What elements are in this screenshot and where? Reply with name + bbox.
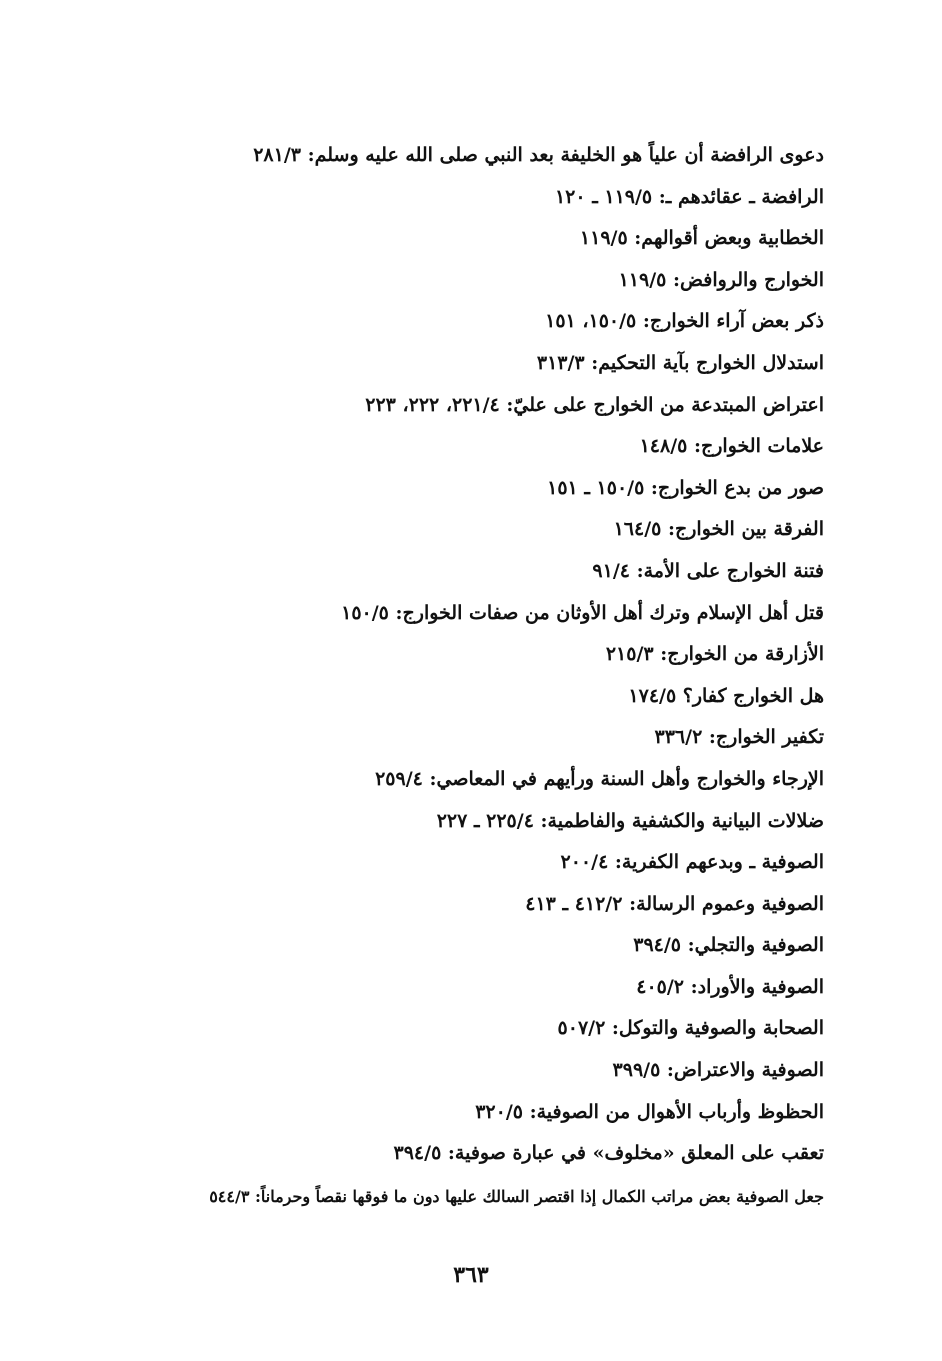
index-entry: صور من بدع الخوارج: ١٥٠/٥ ـ ١٥١ <box>547 476 824 499</box>
index-entry: الخطابية وبعض أقوالهم: ١١٩/٥ <box>579 227 824 250</box>
index-entry: الأزارقة من الخوارج: ٢١٥/٣ <box>605 643 824 666</box>
index-entry: الصحابة والصوفية والتوكل: ٥٠٧/٢ <box>557 1017 824 1040</box>
index-entry: اعتراض المبتدعة من الخوارج على عليّ: ٢٢١/٤، ٢٢٢، ٢٢٣ <box>365 393 824 416</box>
index-entry: الخوارج والروافض: ١١٩/٥ <box>618 268 824 291</box>
index-entry: جعل الصوفية بعض مراتب الكمال إذا اقتصر السالك عليها دون ما فوقها نقصاً وحرماناً: ٥٤٤/٣ <box>209 1186 824 1206</box>
index-entry: فتنة الخوارج على الأمة: ٩١/٤ <box>592 559 824 582</box>
index-entry: الصوفية والاعتراض: ٣٩٩/٥ <box>612 1059 824 1082</box>
index-entry: الصوفية والأوراد: ٤٠٥/٢ <box>636 975 824 998</box>
index-entry: الإرجاء والخوارج وأهل السنة ورأيهم في المعاصي: ٢٥٩/٤ <box>375 767 824 790</box>
index-entry: ذكر بعض آراء الخوارج: ١٥٠/٥، ١٥١ <box>545 310 824 333</box>
index-entry: الصوفية والتجلي: ٣٩٤/٥ <box>633 934 824 957</box>
index-entry: استدلال الخوارج بآية التحكيم: ٣١٣/٣ <box>536 351 824 374</box>
index-entry: الحظوظ وأرباب الأهوال من الصوفية: ٣٢٠/٥ <box>475 1100 824 1123</box>
page-number: ٣٦٣ <box>453 1262 489 1288</box>
index-entry: ضلالات البيانية والكشفية والفاطمية: ٢٢٥/٤ ـ ٢٢٧ <box>436 809 824 832</box>
index-entry: تكفير الخوارج: ٣٣٦/٢ <box>654 726 824 749</box>
index-entry: هل الخوارج كفار؟ ١٧٤/٥ <box>628 684 824 707</box>
index-entry: الصوفية وعموم الرسالة: ٤١٢/٢ ـ ٤١٣ <box>525 892 824 915</box>
index-entry: الصوفية ـ وبدعهم الكفرية: ٢٠٠/٤ <box>560 851 824 874</box>
index-entry: الرافضة ـ عقائدهم ـ: ١١٩/٥ ـ ١٢٠ <box>554 185 824 208</box>
index-entry: قتل أهل الإسلام وترك أهل الأوثان من صفات الخوارج: ١٥٠/٥ <box>341 601 824 624</box>
index-entry: الفرقة بين الخوارج: ١٦٤/٥ <box>613 518 824 541</box>
index-entry: علامات الخوارج: ١٤٨/٥ <box>639 435 824 458</box>
index-list <box>104 137 824 1220</box>
index-entry: دعوى الرافضة أن علياً هو الخليفة بعد النبي صلى الله عليه وسلم: ٢٨١/٣ <box>253 144 824 166</box>
index-entry: تعقب على المعلق «مخلوف» في عبارة صوفية: ٣٩٤/٥ <box>393 1142 824 1165</box>
